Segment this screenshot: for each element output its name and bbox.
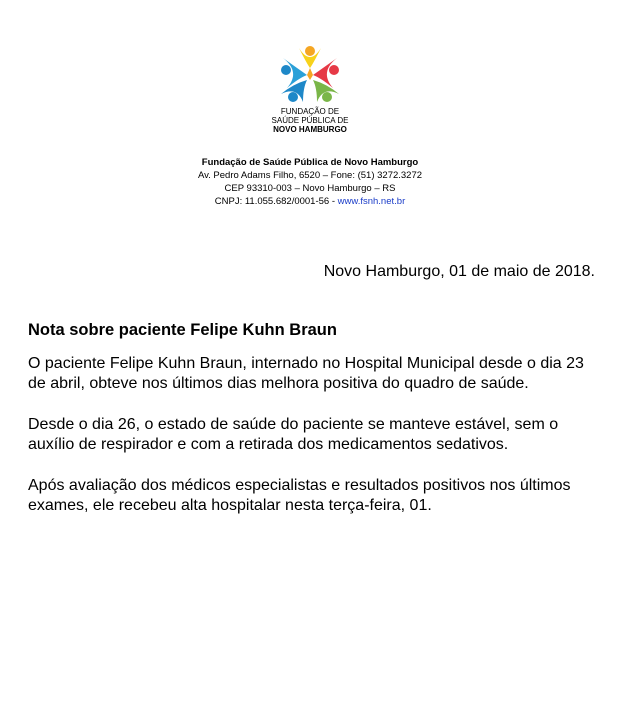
logo-caption [262, 107, 358, 134]
org-cnpj-line [140, 195, 480, 208]
logo-line-2: SAÚDE PÚBLICA DE [271, 116, 349, 125]
foundation-logo [262, 44, 358, 134]
document-body [28, 320, 598, 537]
org-name: Fundação de Saúde Pública de Novo Hamburgo [201, 157, 419, 168]
org-cnpj: CNPJ: 11.055.682/0001-56 - [214, 196, 338, 207]
paragraph: Desde o dia 26, o estado de saúde do paciente se manteve estável, sem o auxílio de respirador e com a retirada dos medicamentos sedativos. [28, 416, 559, 453]
paragraph: O paciente Felipe Kuhn Braun, internado no Hospital Municipal desde o dia 23 de abril, obteve nos últimos dias melhora positiva do quadro de saúde. [28, 355, 584, 392]
org-address: Av. Pedro Adams Filho, 6520 – Fone: (51) 3272.3272 [197, 170, 423, 181]
document-title: Nota sobre paciente Felipe Kuhn Braun [28, 321, 337, 339]
people-star-logo-icon [277, 44, 343, 106]
logo-line-1: FUNDAÇÃO DE [280, 107, 340, 116]
paragraph: Após avaliação dos médicos especialistas e resultados positivos nos últimos exames, ele recebeu alta hospitalar nesta terça-feira, 01. [28, 477, 571, 514]
org-cep: CEP 93310-003 – Novo Hamburgo – RS [224, 183, 396, 194]
document-date: Novo Hamburgo, 01 de maio de 2018. [323, 263, 595, 280]
letterhead [140, 156, 480, 208]
logo-line-3: NOVO HAMBURGO [273, 125, 347, 134]
website-link[interactable]: www.fsnh.net.br [337, 196, 406, 207]
